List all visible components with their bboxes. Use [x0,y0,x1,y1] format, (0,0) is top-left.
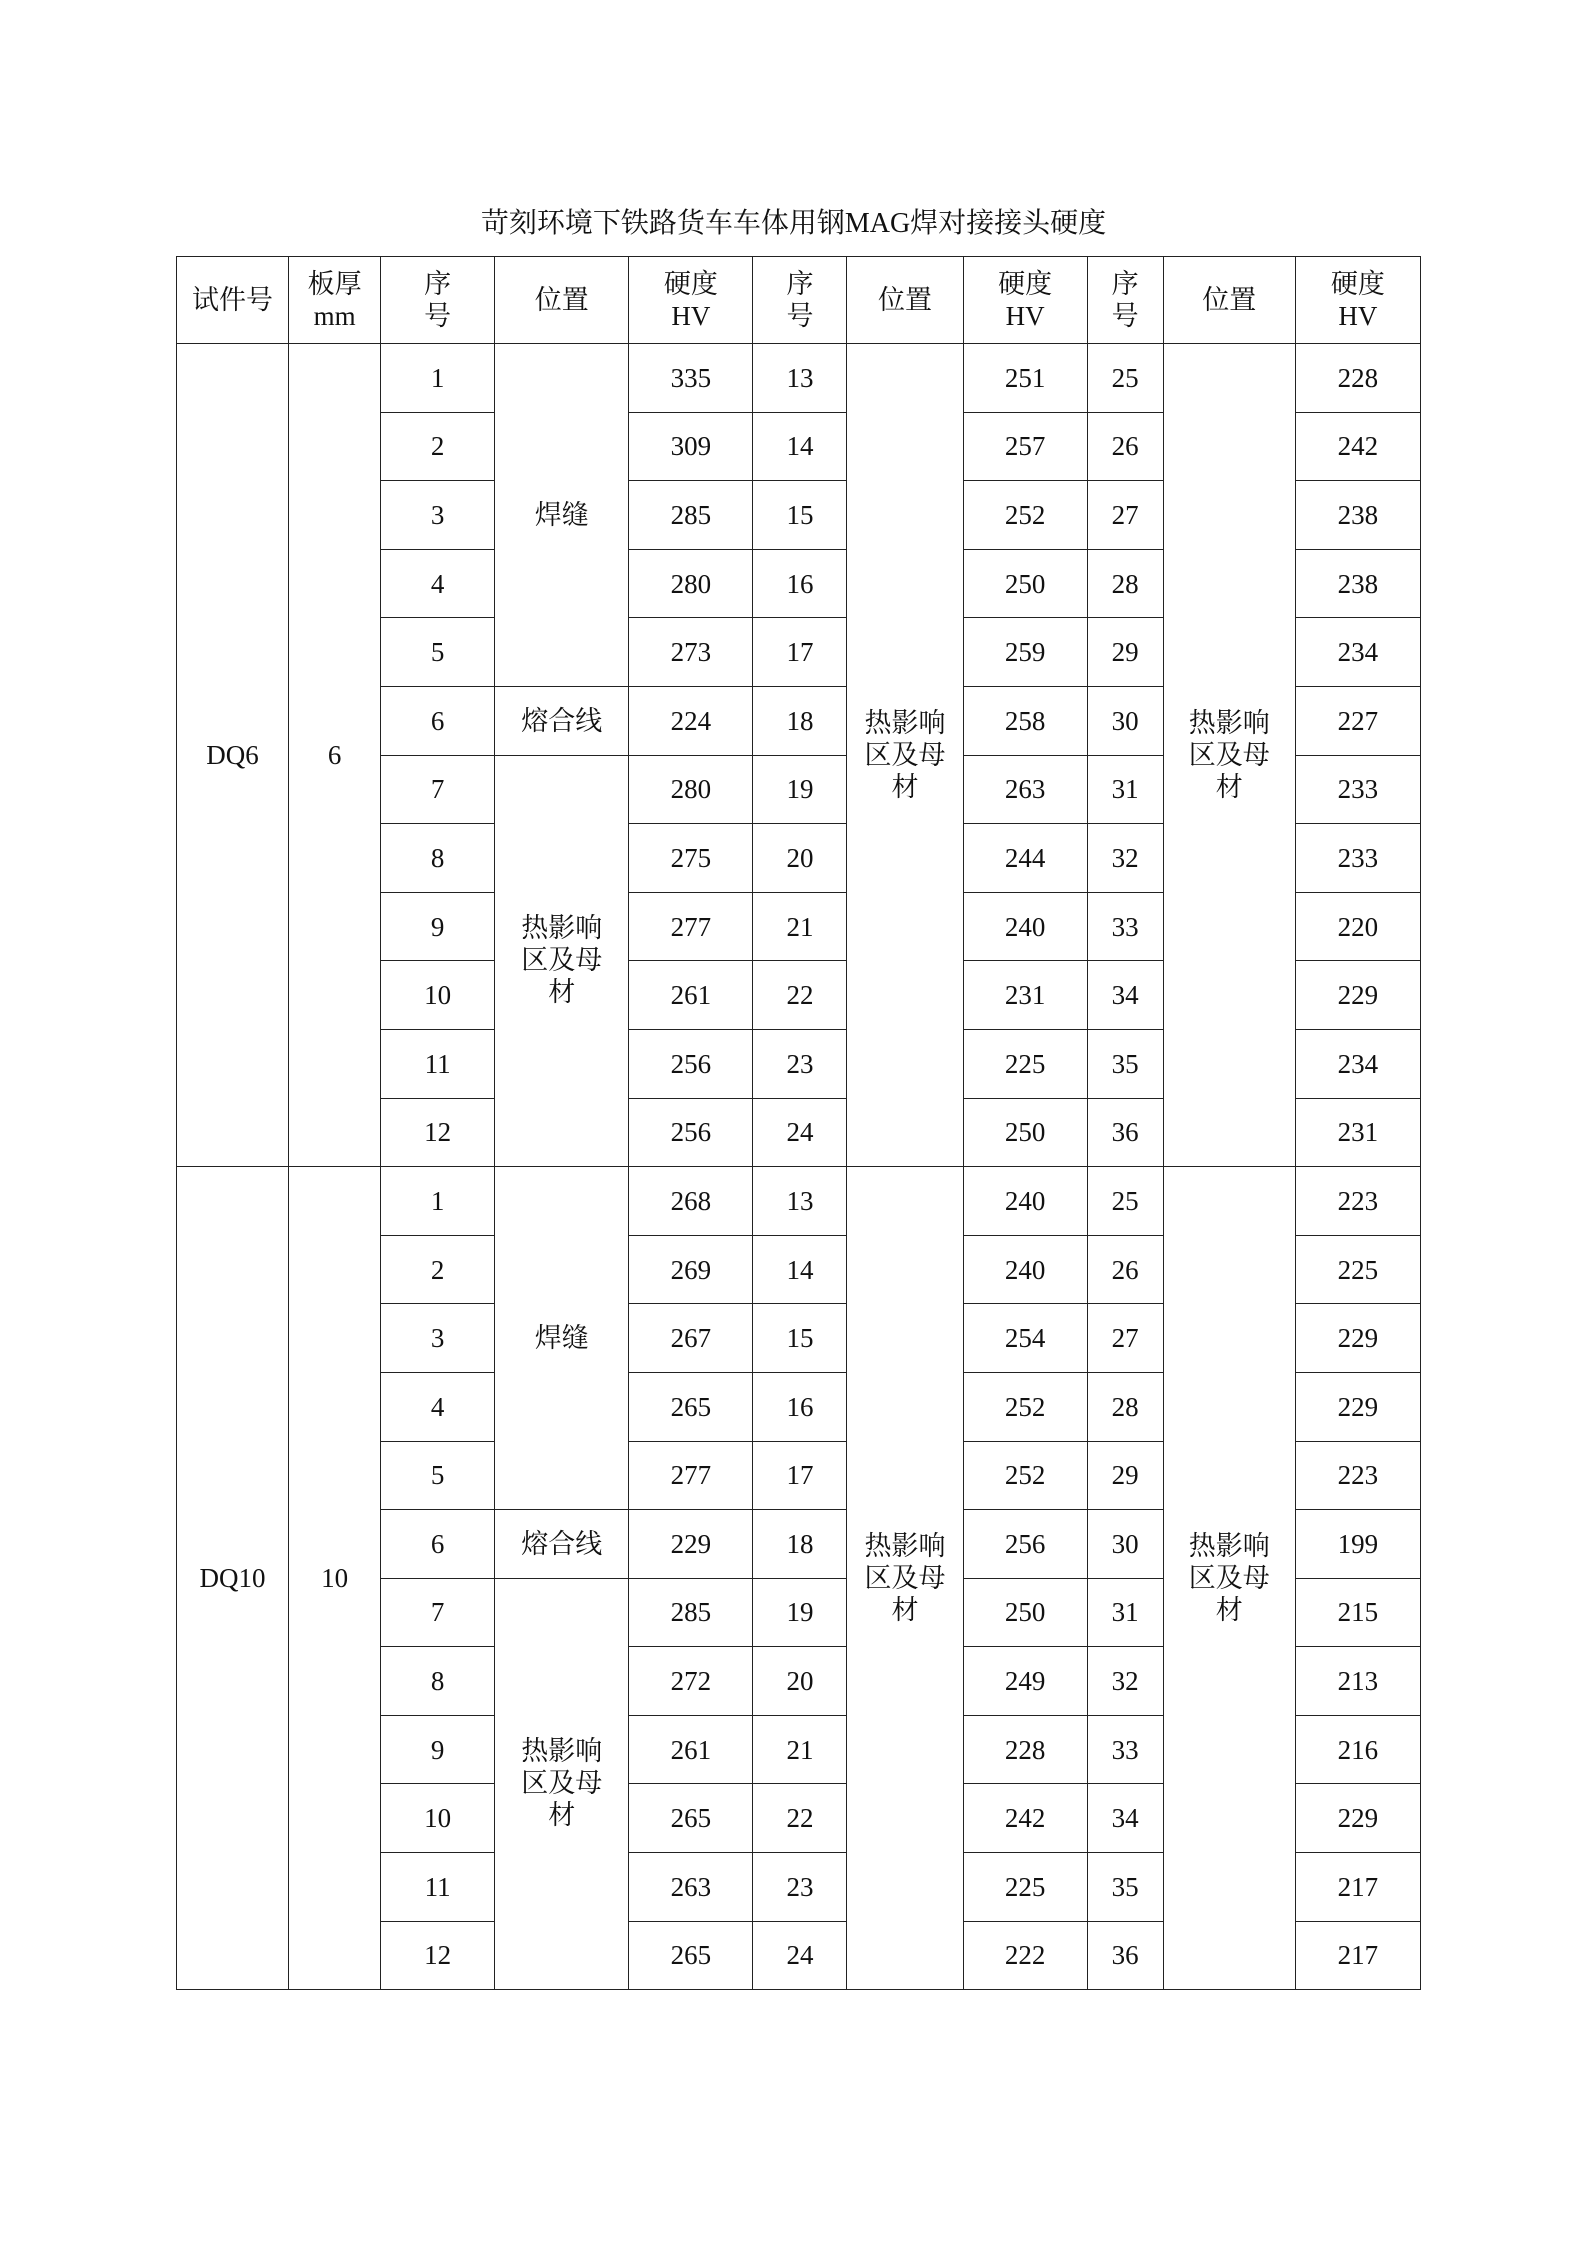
hardness-cell: 223 [1295,1167,1420,1236]
seq-cell: 13 [753,344,847,413]
seq-cell: 2 [381,412,495,481]
seq-cell: 11 [381,1853,495,1922]
header-hardness-1 [629,257,753,344]
hardness-cell: 263 [629,1853,753,1922]
hardness-cell: 228 [963,1715,1087,1784]
hardness-cell: 265 [629,1372,753,1441]
header-hardness-text: 硬度HV [1330,268,1385,331]
seq-cell: 29 [1087,618,1163,687]
hardness-cell: 249 [963,1647,1087,1716]
hardness-cell: 268 [629,1167,753,1236]
hardness-cell: 213 [1295,1647,1420,1716]
hardness-cell: 254 [963,1304,1087,1373]
header-hardness-text: 硬度HV [663,268,718,331]
hardness-cell: 240 [963,1235,1087,1304]
seq-cell: 4 [381,549,495,618]
hardness-cell: 335 [629,344,753,413]
header-thickness [289,257,381,344]
header-position-1: 位置 [495,257,629,344]
seq-cell: 35 [1087,1853,1163,1922]
hardness-cell: 250 [963,549,1087,618]
seq-cell: 29 [1087,1441,1163,1510]
seq-cell: 12 [381,1921,495,1990]
hardness-cell: 225 [963,1029,1087,1098]
hardness-cell: 242 [1295,412,1420,481]
seq-cell: 28 [1087,1372,1163,1441]
position-haz [495,755,629,1167]
seq-cell: 19 [753,1578,847,1647]
hardness-cell: 215 [1295,1578,1420,1647]
hardness-cell: 220 [1295,892,1420,961]
hardness-cell: 217 [1295,1853,1420,1922]
seq-cell: 3 [381,481,495,550]
seq-cell: 18 [753,686,847,755]
hardness-cell: 272 [629,1647,753,1716]
hardness-cell: 233 [1295,755,1420,824]
seq-cell: 11 [381,1029,495,1098]
seq-cell: 3 [381,1304,495,1373]
hardness-cell: 261 [629,1715,753,1784]
seq-cell: 17 [753,618,847,687]
seq-cell: 25 [1087,1167,1163,1236]
table-title: 苛刻环境下铁路货车车体用钢MAG焊对接接头硬度 [480,208,1107,239]
hardness-cell: 228 [1295,344,1420,413]
seq-cell: 36 [1087,1921,1163,1990]
seq-cell: 32 [1087,1647,1163,1716]
hardness-cell: 242 [963,1784,1087,1853]
hardness-cell: 240 [963,892,1087,961]
seq-cell: 15 [753,1304,847,1373]
hardness-cell: 199 [1295,1510,1420,1579]
hardness-cell: 238 [1295,549,1420,618]
seq-cell: 10 [381,961,495,1030]
header-hardness-3 [1295,257,1420,344]
hardness-cell: 267 [629,1304,753,1373]
position-haz [847,344,963,1167]
hardness-cell: 233 [1295,824,1420,893]
header-seq-text: 序号 [1111,268,1139,331]
specimen-id: DQ10 [177,1167,289,1990]
header-thickness-text: 板厚mm [307,268,362,331]
seq-cell: 27 [1087,481,1163,550]
seq-cell: 30 [1087,686,1163,755]
header-seq-3 [1087,257,1163,344]
hardness-cell: 229 [1295,1304,1420,1373]
hardness-cell: 280 [629,755,753,824]
seq-cell: 20 [753,824,847,893]
seq-cell: 13 [753,1167,847,1236]
plate-thickness: 10 [289,1167,381,1990]
hardness-cell: 234 [1295,618,1420,687]
seq-cell: 24 [753,1098,847,1167]
position-haz-text: 热影响区及母材 [1188,707,1270,802]
hardness-table [176,256,1421,1990]
position-fusion: 熔合线 [495,686,629,755]
header-hardness-text: 硬度HV [998,268,1053,331]
position-haz-text: 热影响区及母材 [1188,1530,1270,1625]
seq-cell: 23 [753,1853,847,1922]
seq-cell: 1 [381,344,495,413]
position-fusion: 熔合线 [495,1510,629,1579]
seq-cell: 14 [753,1235,847,1304]
seq-cell: 12 [381,1098,495,1167]
hardness-cell: 224 [629,686,753,755]
hardness-cell: 252 [963,1372,1087,1441]
seq-cell: 5 [381,618,495,687]
seq-cell: 5 [381,1441,495,1510]
seq-cell: 23 [753,1029,847,1098]
seq-cell: 27 [1087,1304,1163,1373]
position-haz-text: 热影响区及母材 [864,707,946,802]
hardness-cell: 258 [963,686,1087,755]
seq-cell: 10 [381,1784,495,1853]
seq-cell: 31 [1087,755,1163,824]
seq-cell: 9 [381,892,495,961]
header-seq-text: 序号 [424,268,452,331]
hardness-cell: 229 [1295,961,1420,1030]
seq-cell: 17 [753,1441,847,1510]
header-specimen: 试件号 [177,257,289,344]
hardness-cell: 285 [629,481,753,550]
seq-cell: 14 [753,412,847,481]
seq-cell: 15 [753,481,847,550]
seq-cell: 18 [753,1510,847,1579]
hardness-cell: 256 [629,1029,753,1098]
hardness-cell: 256 [963,1510,1087,1579]
hardness-cell: 225 [1295,1235,1420,1304]
header-position-3: 位置 [1163,257,1295,344]
plate-thickness: 6 [289,344,381,1167]
seq-cell: 9 [381,1715,495,1784]
header-seq-text: 序号 [786,268,814,331]
seq-cell: 24 [753,1921,847,1990]
position-haz [495,1578,629,1990]
seq-cell: 21 [753,892,847,961]
hardness-cell: 240 [963,1167,1087,1236]
position-haz-text: 热影响区及母材 [864,1530,946,1625]
hardness-cell: 275 [629,824,753,893]
position-haz-text: 热影响区及母材 [521,1736,603,1831]
seq-cell: 2 [381,1235,495,1304]
hardness-cell: 231 [963,961,1087,1030]
hardness-cell: 263 [963,755,1087,824]
seq-cell: 8 [381,1647,495,1716]
hardness-cell: 265 [629,1921,753,1990]
seq-cell: 30 [1087,1510,1163,1579]
seq-cell: 36 [1087,1098,1163,1167]
hardness-cell: 265 [629,1784,753,1853]
seq-cell: 16 [753,549,847,618]
seq-cell: 8 [381,824,495,893]
hardness-cell: 223 [1295,1441,1420,1510]
header-position-2: 位置 [847,257,963,344]
hardness-cell: 269 [629,1235,753,1304]
hardness-cell: 225 [963,1853,1087,1922]
seq-cell: 28 [1087,549,1163,618]
hardness-cell: 277 [629,1441,753,1510]
position-haz [847,1167,963,1990]
seq-cell: 26 [1087,412,1163,481]
seq-cell: 22 [753,961,847,1030]
seq-cell: 4 [381,1372,495,1441]
hardness-cell: 229 [1295,1372,1420,1441]
hardness-cell: 309 [629,412,753,481]
seq-cell: 33 [1087,1715,1163,1784]
hardness-cell: 216 [1295,1715,1420,1784]
seq-cell: 35 [1087,1029,1163,1098]
hardness-cell: 227 [1295,686,1420,755]
hardness-cell: 277 [629,892,753,961]
hardness-cell: 280 [629,549,753,618]
position-weld: 焊缝 [495,344,629,687]
hardness-cell: 238 [1295,481,1420,550]
header-hardness-2 [963,257,1087,344]
position-weld: 焊缝 [495,1167,629,1510]
seq-cell: 32 [1087,824,1163,893]
hardness-cell: 259 [963,618,1087,687]
seq-cell: 6 [381,1510,495,1579]
hardness-cell: 251 [963,344,1087,413]
hardness-cell: 231 [1295,1098,1420,1167]
position-haz-text: 热影响区及母材 [521,913,603,1008]
seq-cell: 34 [1087,961,1163,1030]
seq-cell: 6 [381,686,495,755]
seq-cell: 7 [381,755,495,824]
seq-cell: 16 [753,1372,847,1441]
seq-cell: 25 [1087,344,1163,413]
hardness-cell: 234 [1295,1029,1420,1098]
hardness-cell: 252 [963,1441,1087,1510]
header-seq-1 [381,257,495,344]
hardness-cell: 217 [1295,1921,1420,1990]
hardness-cell: 252 [963,481,1087,550]
position-haz [1163,344,1295,1167]
hardness-cell: 256 [629,1098,753,1167]
hardness-cell: 285 [629,1578,753,1647]
specimen-id: DQ6 [177,344,289,1167]
seq-cell: 21 [753,1715,847,1784]
seq-cell: 20 [753,1647,847,1716]
hardness-cell: 229 [1295,1784,1420,1853]
hardness-cell: 244 [963,824,1087,893]
seq-cell: 26 [1087,1235,1163,1304]
hardness-cell: 250 [963,1578,1087,1647]
hardness-cell: 222 [963,1921,1087,1990]
hardness-cell: 250 [963,1098,1087,1167]
seq-cell: 7 [381,1578,495,1647]
hardness-cell: 229 [629,1510,753,1579]
seq-cell: 22 [753,1784,847,1853]
seq-cell: 34 [1087,1784,1163,1853]
seq-cell: 19 [753,755,847,824]
seq-cell: 1 [381,1167,495,1236]
seq-cell: 33 [1087,892,1163,961]
seq-cell: 31 [1087,1578,1163,1647]
header-seq-2 [753,257,847,344]
position-haz [1163,1167,1295,1990]
header-row [177,257,1421,344]
table-row [177,344,1421,413]
table-row [177,1167,1421,1236]
hardness-cell: 261 [629,961,753,1030]
hardness-cell: 257 [963,412,1087,481]
hardness-cell: 273 [629,618,753,687]
